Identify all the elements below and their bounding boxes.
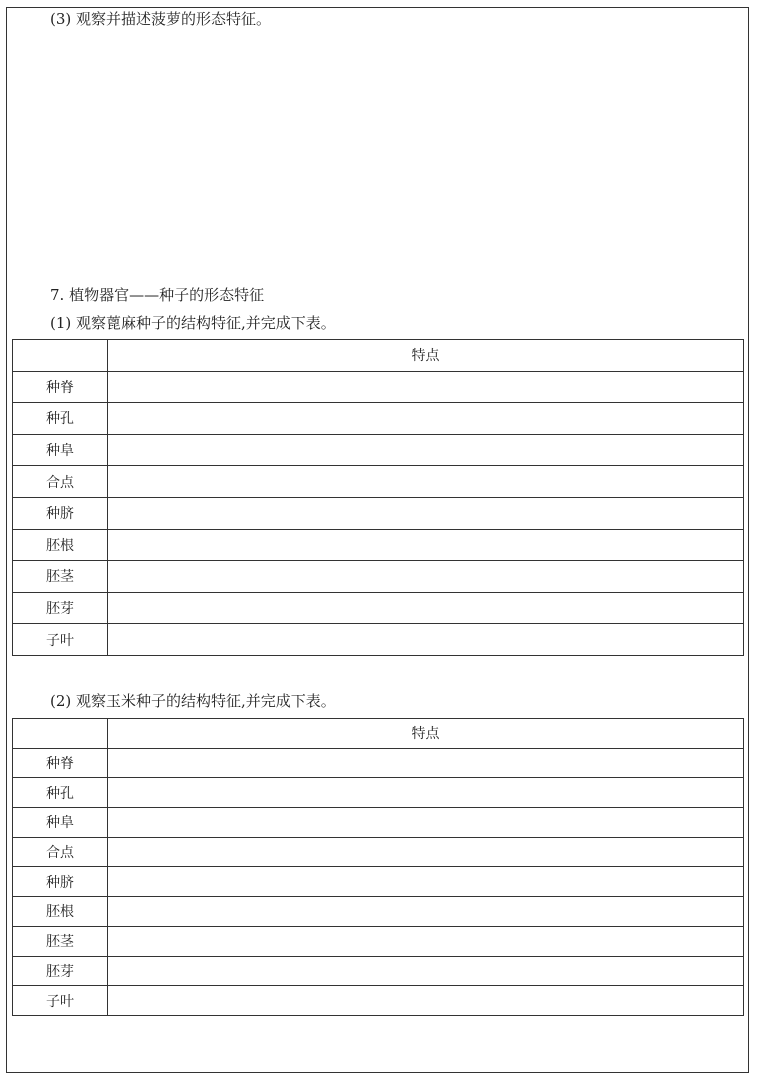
feature-answer-cell[interactable] (108, 466, 744, 498)
castor-seed-table (12, 339, 744, 656)
corn-seed-table (12, 718, 744, 1016)
table-header-row (13, 719, 744, 749)
header-blank-cell (13, 340, 108, 372)
feature-answer-cell[interactable] (108, 897, 744, 927)
feature-answer-cell[interactable] (108, 986, 744, 1016)
feature-answer-cell[interactable] (108, 624, 744, 656)
row-label: 种阜 (13, 434, 108, 466)
row-label: 胚根 (13, 897, 108, 927)
table-row (13, 837, 744, 867)
feature-answer-cell[interactable] (108, 403, 744, 435)
table-header-row (13, 340, 744, 372)
question-2-text: (2) 观察玉米种子的结构特征,并完成下表。 (50, 692, 336, 710)
feature-answer-cell[interactable] (108, 434, 744, 466)
row-label: 种脊 (13, 748, 108, 778)
feature-answer-cell[interactable] (108, 956, 744, 986)
header-feature-cell: 特点 (108, 719, 744, 749)
table-row (13, 986, 744, 1016)
feature-answer-cell[interactable] (108, 592, 744, 624)
row-label: 种孔 (13, 403, 108, 435)
row-label: 种孔 (13, 778, 108, 808)
row-label: 胚芽 (13, 592, 108, 624)
table-row (13, 497, 744, 529)
feature-answer-cell[interactable] (108, 837, 744, 867)
header-feature-cell: 特点 (108, 340, 744, 372)
table-row (13, 624, 744, 656)
row-label: 种阜 (13, 808, 108, 838)
row-label: 种脐 (13, 867, 108, 897)
header-blank-cell (13, 719, 108, 749)
question-3-text: (3) 观察并描述菠萝的形态特征。 (50, 10, 272, 28)
feature-answer-cell[interactable] (108, 561, 744, 593)
row-label: 胚根 (13, 529, 108, 561)
table-row (13, 371, 744, 403)
row-label: 子叶 (13, 986, 108, 1016)
table-row (13, 592, 744, 624)
row-label: 合点 (13, 466, 108, 498)
feature-answer-cell[interactable] (108, 867, 744, 897)
table-row (13, 897, 744, 927)
feature-answer-cell[interactable] (108, 808, 744, 838)
question-1-text: (1) 观察蓖麻种子的结构特征,并完成下表。 (50, 314, 336, 332)
feature-answer-cell[interactable] (108, 748, 744, 778)
row-label: 种脐 (13, 497, 108, 529)
table-row (13, 403, 744, 435)
table-row (13, 748, 744, 778)
row-label: 合点 (13, 837, 108, 867)
feature-answer-cell[interactable] (108, 926, 744, 956)
row-label: 种脊 (13, 371, 108, 403)
table-row (13, 926, 744, 956)
row-label: 胚茎 (13, 561, 108, 593)
table-row (13, 529, 744, 561)
table-row (13, 561, 744, 593)
table-row (13, 808, 744, 838)
row-label: 子叶 (13, 624, 108, 656)
table-row (13, 466, 744, 498)
row-label: 胚芽 (13, 956, 108, 986)
table-row (13, 434, 744, 466)
feature-answer-cell[interactable] (108, 371, 744, 403)
table-row (13, 778, 744, 808)
feature-answer-cell[interactable] (108, 778, 744, 808)
table-row (13, 867, 744, 897)
row-label: 胚茎 (13, 926, 108, 956)
section-7-title: 7. 植物器官——种子的形态特征 (50, 286, 265, 304)
table-row (13, 956, 744, 986)
feature-answer-cell[interactable] (108, 497, 744, 529)
feature-answer-cell[interactable] (108, 529, 744, 561)
